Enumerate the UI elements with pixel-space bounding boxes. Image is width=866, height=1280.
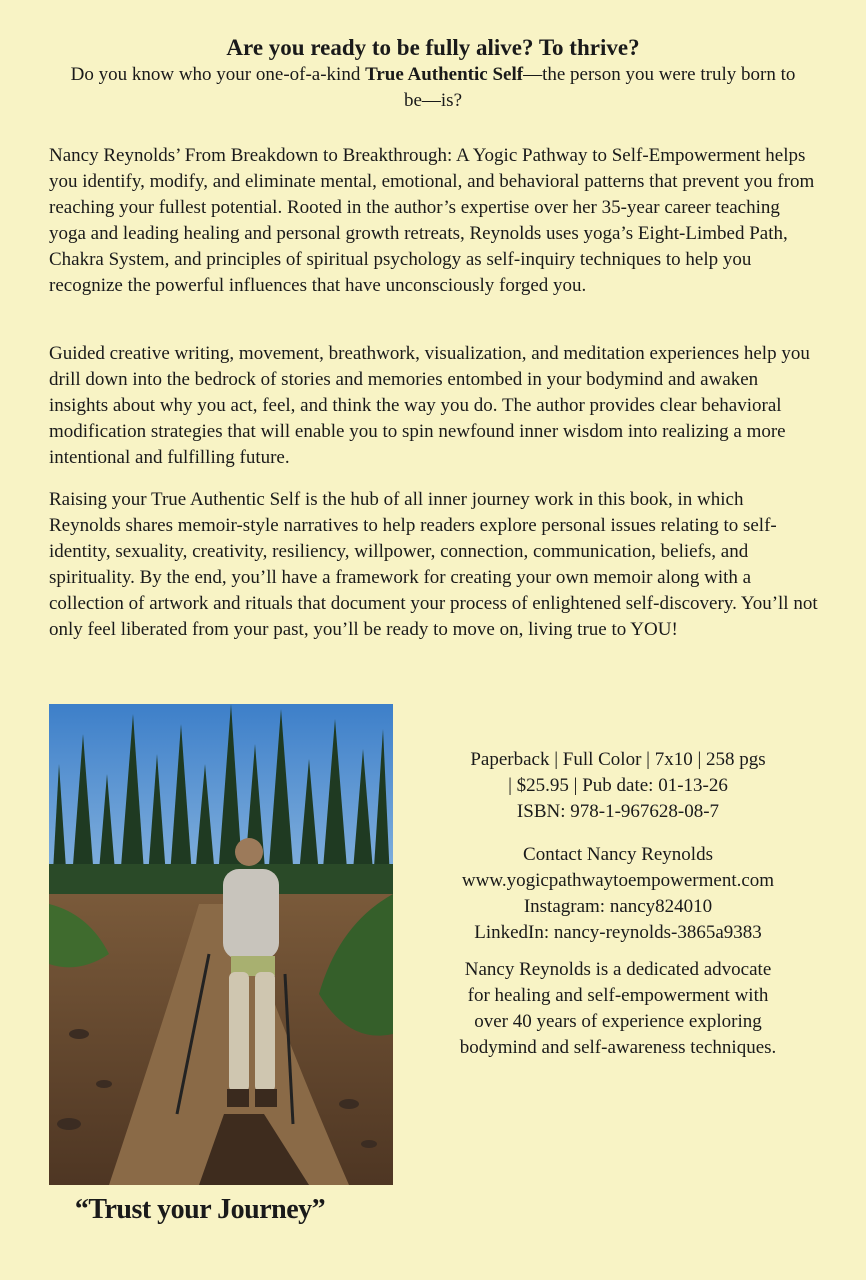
contact-block <box>428 842 808 946</box>
bio-line-1: Nancy Reynolds is a dedicated advocate <box>464 959 772 980</box>
book-format-line: Paperback | Full Color | 7x10 | 258 pgs <box>470 749 766 770</box>
contact-linkedin: LinkedIn: nancy-reynolds-3865a9383 <box>474 922 762 943</box>
subheadline-bold: True Authentic Self <box>365 64 524 85</box>
book-price-line: | $25.95 | Pub date: 01-13-26 <box>508 775 728 796</box>
contact-title: Contact Nancy Reynolds <box>523 844 713 865</box>
description-paragraph-3: Raising your True Authentic Self is the hub of all inner journey work in this book, in which Reynolds shares memoir-style narratives to help readers explore personal issues relating to self-identity, sexuality, creativity, resiliency, willpower, connection, communication, beliefs, and spirituality. By the end, you’ll have a framework for creating your own memoir along with a collection of artwork and rituals that document your process of enlightened self-discovery. You’ll not only feel liberated from your past, you’ll be ready to move on, living true to YOU! <box>49 489 818 640</box>
contact-website-link[interactable]: www.yogicpathwaytoempowerment.com <box>461 870 775 891</box>
headline: Are you ready to be fully alive? To thrive? <box>226 35 640 60</box>
bio-line-2: for healing and self-empowerment with <box>467 985 769 1006</box>
subheadline <box>60 62 806 114</box>
author-bio <box>428 957 808 1061</box>
bio-line-3: over 40 years of experience exploring <box>474 1011 762 1032</box>
bio-line-4: bodymind and self-awareness techniques. <box>459 1037 777 1058</box>
description-paragraph-1: Nancy Reynolds’ From Breakdown to Breakthrough: A Yogic Pathway to Self-Empowerment helps you identify, modify, and eliminate mental, emotional, and behavioral patterns that prevent you from reaching your fullest potential. Rooted in the author’s expertise over her 35-year career teaching yoga and leading healing and personal growth retreats, Reynolds uses yoga’s Eight-Limbed Path, Chakra System, and principles of spiritual psychology as self-inquiry techniques to help you recognize the powerful influences that have unconsciously forged you. <box>49 145 815 296</box>
book-details <box>428 747 808 825</box>
description-paragraph-2: Guided creative writing, movement, breathwork, visualization, and meditation experiences help you drill down into the bedrock of stories and memories entombed in your bodymind and awaken insights about why you act, feel, and think the way you do. The author provides clear behavioral modification strategies that will enable you to spin newfound inner wisdom into realizing a more intentional and fulfilling future. <box>49 343 810 468</box>
book-isbn-line: ISBN: 978-1-967628-08-7 <box>516 801 720 822</box>
subheadline-start: Do you know who your one-of-a-kind <box>70 64 366 85</box>
photo-caption: “Trust your Journey” <box>74 1194 326 1225</box>
hiker-trail-photo <box>49 704 393 1185</box>
contact-instagram: Instagram: nancy824010 <box>523 896 713 917</box>
subheadline-end: —the person you were truly born to be—is? <box>403 64 796 111</box>
